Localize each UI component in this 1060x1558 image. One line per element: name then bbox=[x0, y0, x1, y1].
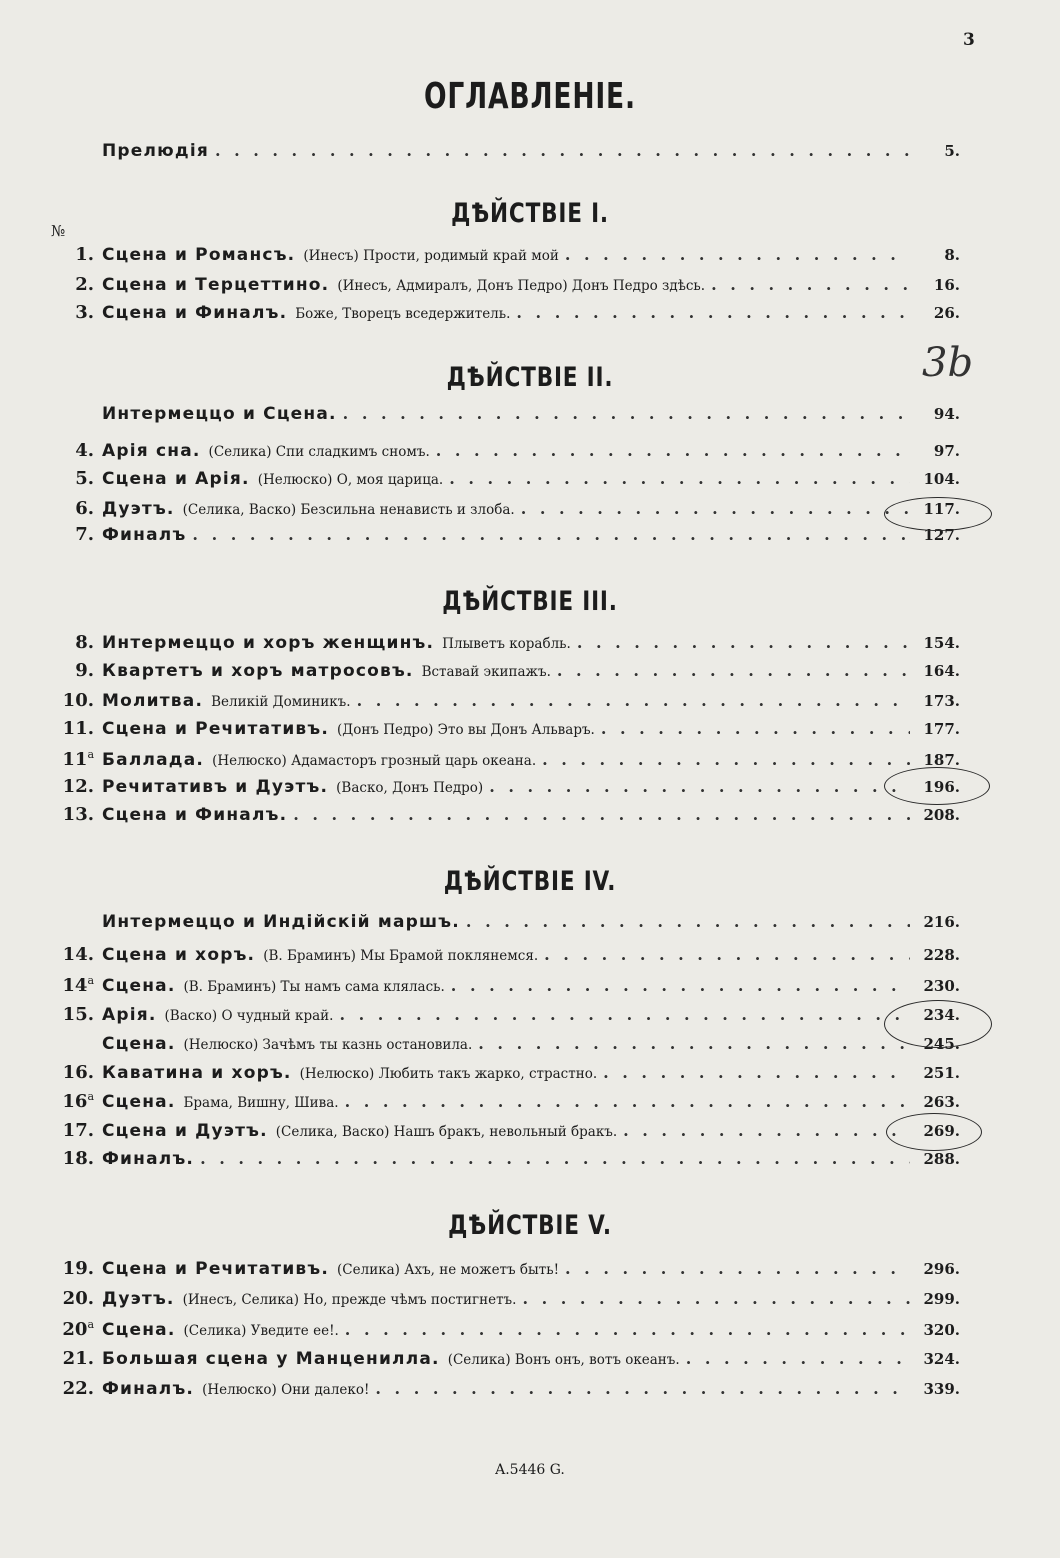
entry-number: 15. bbox=[62, 1004, 94, 1025]
entry-page: 216. bbox=[923, 913, 960, 931]
entry-number: 17. bbox=[62, 1120, 94, 1141]
entry-number: 18. bbox=[62, 1148, 94, 1169]
entry-title: Интермеццо и Индійскій маршъ. bbox=[102, 912, 460, 932]
entry-title: Сцена и Речитативъ. bbox=[102, 719, 330, 739]
entry-page: 251. bbox=[923, 1064, 960, 1082]
toc-entry[interactable] bbox=[54, 1004, 960, 1030]
entry-description: (Селика) Ахъ, не можетъ быть! bbox=[337, 1262, 560, 1278]
entry-title: Сцена и Речитативъ. bbox=[102, 1259, 330, 1279]
toc-entry[interactable] bbox=[54, 1062, 960, 1088]
entry-number: 8. bbox=[75, 632, 94, 653]
entry-title: Сцена. bbox=[102, 1092, 176, 1112]
dot-leader bbox=[466, 912, 910, 931]
toc-entry[interactable] bbox=[54, 404, 960, 430]
dot-leader bbox=[200, 1149, 910, 1168]
entry-page: 173. bbox=[923, 692, 960, 710]
entry-description: (Инесъ) Прости, родимый край мой bbox=[303, 248, 559, 264]
entry-title: Квартетъ и хоръ матросовъ. bbox=[102, 661, 414, 681]
toc-entry[interactable] bbox=[54, 632, 960, 658]
dot-leader bbox=[339, 1005, 910, 1024]
entry-page: 127. bbox=[923, 526, 960, 544]
entry-page: 177. bbox=[923, 720, 960, 738]
entry-description: (Инесъ, Селика) Но, прежде чѣмъ постигнетъ. bbox=[182, 1292, 517, 1308]
entry-number: 16. bbox=[62, 1062, 94, 1083]
entry-title: Сцена и Арія. bbox=[102, 469, 250, 489]
dot-leader bbox=[357, 691, 910, 710]
dot-leader bbox=[544, 945, 910, 964]
toc-entry[interactable] bbox=[54, 1148, 960, 1174]
dot-leader bbox=[451, 976, 910, 995]
entry-title: Сцена и Романсъ. bbox=[102, 245, 296, 265]
entry-number: 6. bbox=[75, 498, 94, 519]
act-heading: ДѢЙСТВІЕ IV. bbox=[443, 866, 617, 897]
entry-number: 3. bbox=[75, 302, 94, 323]
entry-title: Большая сцена у Манценилла. bbox=[102, 1349, 440, 1369]
entry-number: 1. bbox=[75, 244, 94, 265]
toc-entry[interactable] bbox=[54, 302, 960, 328]
entry-description: (Селика) Уведите ее!. bbox=[183, 1323, 339, 1339]
entry-description: (Инесъ, Адмиралъ, Донъ Педро) Донъ Педро здѣсь. bbox=[337, 278, 706, 294]
entry-title: Баллада. bbox=[102, 750, 205, 770]
entry-number: 21. bbox=[62, 1348, 94, 1369]
entry-number: 5. bbox=[75, 468, 94, 489]
entry-title: Сцена. bbox=[102, 1034, 176, 1054]
entry-title: Сцена. bbox=[102, 1320, 176, 1340]
entry-page: 324. bbox=[923, 1350, 960, 1368]
entry-title: Финалъ. bbox=[102, 1149, 195, 1169]
toc-entry[interactable] bbox=[54, 1034, 960, 1060]
dot-leader bbox=[521, 499, 910, 518]
toc-entry[interactable] bbox=[54, 974, 960, 1000]
entry-title: Арія сна. bbox=[102, 441, 201, 461]
dot-leader bbox=[343, 404, 910, 423]
pencil-circle bbox=[884, 497, 992, 531]
entry-page: 269. bbox=[923, 1122, 960, 1140]
dot-leader bbox=[215, 141, 910, 160]
entry-description: (В. Браминъ) Мы Брамой поклянемся. bbox=[263, 948, 539, 964]
entry-description: Великій Доминикъ. bbox=[211, 694, 351, 710]
entry-description: Вставай экипажъ. bbox=[421, 664, 551, 680]
entry-page: 320. bbox=[923, 1321, 960, 1339]
dot-leader bbox=[686, 1349, 910, 1368]
entry-page: 94. bbox=[933, 405, 960, 423]
dot-leader bbox=[542, 750, 910, 769]
entry-page: 26. bbox=[933, 304, 960, 322]
entry-description: (Нелюско) Любить такъ жарко, страстно. bbox=[299, 1066, 598, 1082]
act-heading: ДѢЙСТВІЕ II. bbox=[446, 362, 614, 393]
toc-entry[interactable] bbox=[54, 440, 960, 466]
page-number: 3 bbox=[963, 30, 975, 50]
dot-leader bbox=[345, 1092, 910, 1111]
toc-entry[interactable] bbox=[54, 468, 960, 494]
entry-title: Молитва. bbox=[102, 691, 204, 711]
entry-page: 196. bbox=[923, 778, 960, 796]
dot-leader bbox=[293, 805, 910, 824]
dot-leader bbox=[557, 661, 910, 680]
entry-page: 228. bbox=[923, 946, 960, 964]
toc-entry[interactable] bbox=[54, 690, 960, 716]
entry-title: Каватина и хоръ. bbox=[102, 1063, 292, 1083]
toc-entry[interactable] bbox=[54, 1090, 960, 1116]
act-heading: ДѢЙСТВІЕ III. bbox=[442, 586, 618, 617]
pencil-annotation: 3b bbox=[922, 340, 974, 386]
toc-entry[interactable] bbox=[54, 718, 960, 744]
entry-title: Сцена и хоръ. bbox=[102, 945, 256, 965]
page-title: ОГЛАВЛЕНІЕ. bbox=[424, 76, 636, 117]
dot-leader bbox=[345, 1320, 910, 1339]
toc-entry[interactable] bbox=[54, 1378, 960, 1404]
toc-entry[interactable] bbox=[54, 776, 960, 802]
entry-description: (Нелюско) Зачѣмъ ты казнь остановила. bbox=[183, 1037, 473, 1053]
dot-leader bbox=[711, 275, 910, 294]
entry-description: Плыветъ корабль. bbox=[442, 636, 571, 652]
pencil-circle bbox=[884, 1000, 992, 1048]
entry-title: Интермеццо и хоръ женщинъ. bbox=[102, 633, 435, 653]
dot-leader bbox=[603, 1063, 910, 1082]
entry-title: Сцена и Терцеттино. bbox=[102, 275, 330, 295]
entry-number: 22. bbox=[62, 1378, 94, 1399]
entry-title: Финалъ bbox=[102, 525, 187, 545]
entry-page: 245. bbox=[923, 1035, 960, 1053]
entry-number: 11$^a$ bbox=[62, 748, 94, 770]
entry-title: Сцена и Финалъ. bbox=[102, 303, 288, 323]
entry-description: (Селика) Вонъ онъ, вотъ океанъ. bbox=[447, 1352, 680, 1368]
dot-leader bbox=[623, 1121, 910, 1140]
entry-description: (Селика, Васко) Нашъ бракъ, невольный бракъ. bbox=[275, 1124, 618, 1140]
entry-number: 10. bbox=[62, 690, 94, 711]
dot-leader bbox=[489, 777, 910, 796]
entry-description: (В. Браминъ) Ты намъ сама клялась. bbox=[183, 979, 445, 995]
act-heading: ДѢЙСТВІЕ V. bbox=[448, 1210, 612, 1241]
entry-title: Арія. bbox=[102, 1005, 157, 1025]
entry-page: 16. bbox=[933, 276, 960, 294]
entry-number: 14. bbox=[62, 944, 94, 965]
entry-title: Сцена и Финалъ. bbox=[102, 805, 288, 825]
entry-number: 14$^a$ bbox=[62, 974, 94, 996]
entry-number: 11. bbox=[62, 718, 94, 739]
entry-page: 230. bbox=[923, 977, 960, 995]
entry-page: 164. bbox=[923, 662, 960, 680]
entry-number: 19. bbox=[62, 1258, 94, 1279]
toc-entry[interactable] bbox=[54, 804, 960, 830]
entry-title: Дуэтъ. bbox=[102, 499, 175, 519]
dot-leader bbox=[565, 245, 910, 264]
entry-description: Брама, Вишну, Шива. bbox=[183, 1095, 339, 1111]
toc-entry[interactable] bbox=[54, 944, 960, 970]
toc-entry[interactable] bbox=[54, 1120, 960, 1146]
entry-number: 20. bbox=[62, 1288, 94, 1309]
entry-description: (Васко) О чудный край. bbox=[164, 1008, 334, 1024]
entry-page: 288. bbox=[923, 1150, 960, 1168]
entry-number: 20$^a$ bbox=[62, 1318, 94, 1340]
toc-entry-prelude[interactable] bbox=[54, 141, 960, 167]
entry-title: Речитативъ и Дуэтъ. bbox=[102, 777, 329, 797]
pencil-circle bbox=[884, 767, 990, 805]
entry-title: Интермеццо и Сцена. bbox=[102, 404, 337, 424]
dot-leader bbox=[375, 1379, 910, 1398]
entry-page: 263. bbox=[923, 1093, 960, 1111]
entry-number: 16$^a$ bbox=[62, 1090, 94, 1112]
entry-number: 7. bbox=[75, 524, 94, 545]
entry-title: Сцена. bbox=[102, 976, 176, 996]
entry-page: 187. bbox=[923, 751, 960, 769]
dot-leader bbox=[516, 303, 910, 322]
entry-page: 5. bbox=[944, 142, 960, 160]
plate-number: A.5446 G. bbox=[495, 1462, 565, 1478]
entry-page: 117. bbox=[923, 500, 960, 518]
entry-description: (Васко, Донъ Педро) bbox=[336, 780, 484, 796]
entry-description: (Нелюско) Они далеко! bbox=[202, 1382, 370, 1398]
entry-page: 234. bbox=[923, 1006, 960, 1024]
entry-page: 299. bbox=[923, 1290, 960, 1308]
entry-title: Финалъ. bbox=[102, 1379, 195, 1399]
toc-entry[interactable] bbox=[54, 274, 960, 300]
dot-leader bbox=[577, 633, 910, 652]
toc-entry[interactable] bbox=[54, 1318, 960, 1344]
toc-entry[interactable] bbox=[54, 748, 960, 774]
entry-description: Боже, Творецъ вседержитель. bbox=[295, 306, 511, 322]
dot-leader bbox=[522, 1289, 910, 1308]
dot-leader bbox=[565, 1259, 910, 1278]
entry-page: 97. bbox=[933, 442, 960, 460]
entry-title: Дуэтъ. bbox=[102, 1289, 175, 1309]
entry-title: Прелюдія bbox=[102, 141, 209, 161]
dot-leader bbox=[601, 719, 910, 738]
dot-leader bbox=[436, 441, 910, 460]
entry-title: Сцена и Дуэтъ. bbox=[102, 1121, 268, 1141]
entry-page: 154. bbox=[923, 634, 960, 652]
dot-leader bbox=[449, 469, 910, 488]
entry-page: 104. bbox=[923, 470, 960, 488]
toc-entry[interactable] bbox=[54, 1348, 960, 1374]
entry-page: 339. bbox=[923, 1380, 960, 1398]
toc-entry[interactable] bbox=[54, 1258, 960, 1284]
toc-entry[interactable] bbox=[54, 244, 960, 270]
entry-page: 8. bbox=[944, 246, 960, 264]
entry-number: 13. bbox=[62, 804, 94, 825]
toc-entry[interactable] bbox=[54, 1288, 960, 1314]
entry-description: (Донъ Педро) Это вы Донъ Альваръ. bbox=[337, 722, 595, 738]
toc-entry[interactable] bbox=[54, 524, 960, 550]
entry-number: 2. bbox=[75, 274, 94, 295]
dot-leader bbox=[478, 1034, 910, 1053]
entry-page: 296. bbox=[923, 1260, 960, 1278]
entry-description: (Нелюско) Адамасторъ грозный царь океана. bbox=[212, 753, 537, 769]
entry-description: (Селика, Васко) Безсильна ненависть и злоба. bbox=[182, 502, 515, 518]
entry-number: 12. bbox=[62, 776, 94, 797]
number-column-label: № bbox=[51, 222, 66, 240]
entry-number: 4. bbox=[75, 440, 94, 461]
pencil-circle bbox=[886, 1113, 982, 1151]
toc-entry[interactable] bbox=[54, 660, 960, 686]
entry-number: 9. bbox=[75, 660, 94, 681]
toc-entry[interactable] bbox=[54, 498, 960, 524]
toc-entry[interactable] bbox=[54, 912, 960, 938]
entry-description: (Селика) Спи сладкимъ сномъ. bbox=[208, 444, 430, 460]
entry-page: 208. bbox=[923, 806, 960, 824]
entry-description: (Нелюско) О, моя царица. bbox=[257, 472, 444, 488]
dot-leader bbox=[192, 525, 910, 544]
act-heading: ДѢЙСТВІЕ I. bbox=[451, 198, 609, 229]
